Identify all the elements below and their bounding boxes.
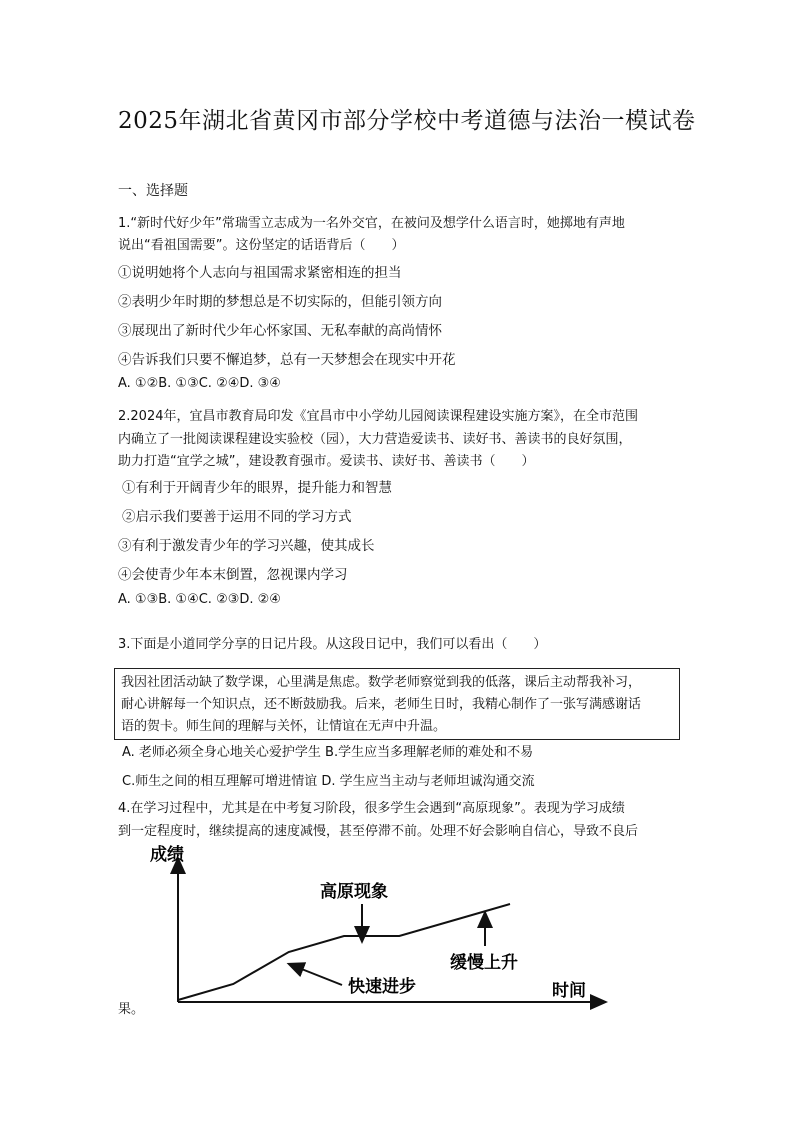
q2-stem-line2: 内确立了一批阅读课程建设实验校（园），大力营造爱读书、读好书、善读书的良好氛围， — [118, 432, 632, 447]
q1-answer-choices: A. ①②B. ①③C. ②④D. ③④ — [118, 376, 281, 391]
q3-answer-choices-1: A. 老师必须全身心地关心爱护学生 B.学生应当多理解老师的难处和不易 — [122, 745, 534, 760]
q1-option-4: ④告诉我们只要不懈追梦，总有一天梦想会在现实中开花 — [118, 352, 456, 368]
annotation-slow-rise: 缓慢上升 — [450, 953, 518, 973]
diary-line-1: 我因社团活动缺了数学课，心里满是焦虑。数学老师察觉到我的低落，课后主动帮我补习， — [121, 675, 642, 690]
q2-stem-line1: 2.2024年，宜昌市教育局印发《宜昌市中小学幼儿园阅读课程建设实施方案》，在全市范围 — [118, 409, 638, 424]
q2-option-2: ②启示我们要善于运用不同的学习方式 — [122, 509, 352, 525]
score-curve — [178, 904, 510, 1000]
q2-stem-line3: 助力打造“宜学之城”，建设教育强市。爱读书、读好书、善读书（ ） — [118, 454, 535, 469]
q1-option-2: ②表明少年时期的梦想总是不切实际的，但能引领方向 — [118, 294, 442, 310]
q2-option-3: ③有利于激发青少年的学习兴趣，使其成长 — [118, 538, 375, 554]
q4-stem-line1: 4.在学习过程中，尤其是在中考复习阶段，很多学生会遇到“高原现象”。表现为学习成绩 — [118, 801, 625, 816]
q1-option-1: ①说明她将个人志向与祖国需求紧密相连的担当 — [118, 265, 402, 281]
diary-line-3: 语的贺卡。师生间的理解与关怀，让情谊在无声中升温。 — [121, 719, 447, 734]
q2-answer-choices: A. ①③B. ①④C. ②③D. ②④ — [118, 592, 281, 607]
q4-stem-line2: 到一定程度时，继续提高的速度减慢，甚至停滞不前。处理不好会影响自信心，导致不良后 — [118, 824, 639, 839]
q2-option-4: ④会使青少年本末倒置，忽视课内学习 — [118, 567, 348, 583]
section-heading: 一、选择题 — [118, 183, 188, 199]
q3-answer-choices-2: C.师生之间的相互理解可增进情谊 D. 学生应当主动与老师坦诚沟通交流 — [122, 774, 535, 789]
q2-option-1: ①有利于开阔青少年的眼界，提升能力和智慧 — [122, 480, 392, 496]
annotation-plateau: 高原现象 — [320, 882, 388, 902]
q1-stem-line2: 说出“看祖国需要”。这份坚定的话语背后（ ） — [118, 238, 405, 253]
diary-line-2: 耐心讲解每一个知识点，还不断鼓励我。后来，老师生日时，我精心制作了一张写满感谢话 — [121, 697, 642, 712]
q1-stem-line1: 1.“新时代好少年”常瑞雪立志成为一名外交官，在被问及想学什么语言时，她掷地有声地 — [118, 216, 625, 231]
fast-progress-arrow — [294, 966, 342, 985]
page-title: 2025年湖北省黄冈市部分学校中考道德与法治一模试卷 — [118, 108, 696, 134]
x-axis-label: 时间 — [552, 981, 586, 1001]
q4-stem-end: 果。 — [118, 1002, 145, 1017]
q1-option-3: ③展现出了新时代少年心怀家国、无私奉献的高尚情怀 — [118, 323, 442, 339]
q3-stem: 3.下面是小道同学分享的日记片段。从这段日记中，我们可以看出（ ） — [118, 637, 547, 652]
diary-excerpt-box — [114, 668, 680, 740]
annotation-fast-progress: 快速进步 — [348, 977, 416, 997]
plateau-chart — [120, 842, 620, 1012]
y-axis-label: 成绩 — [150, 845, 184, 865]
